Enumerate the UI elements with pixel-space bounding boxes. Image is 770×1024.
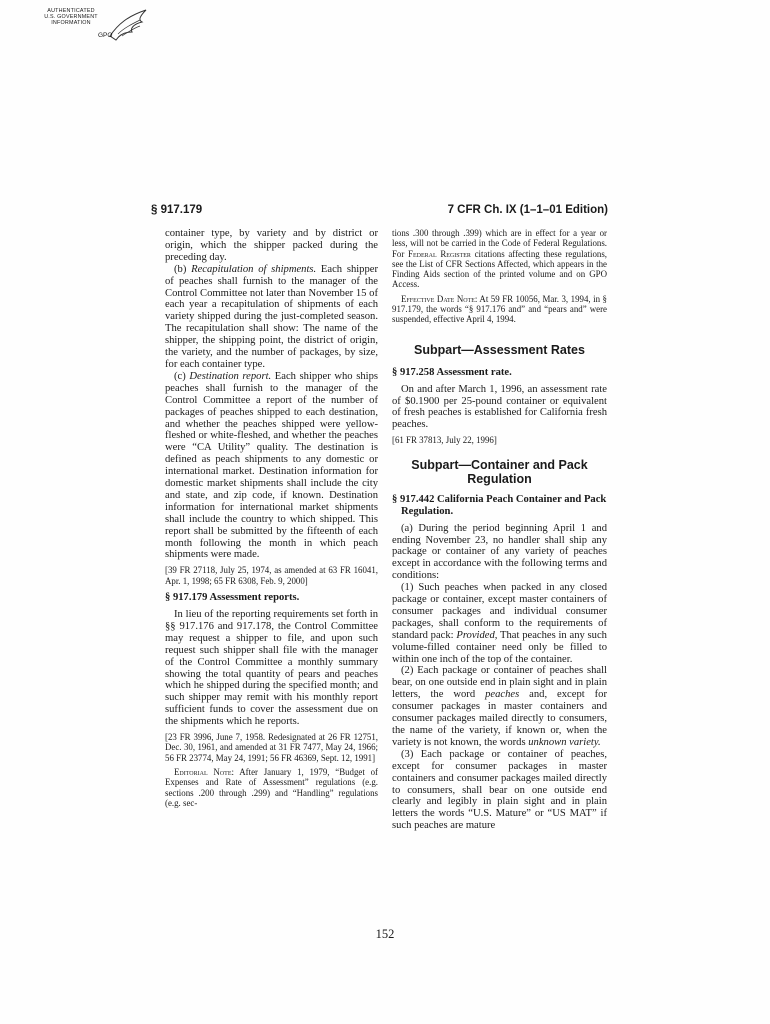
section-heading: § 917.442 California Peach Container and Pack Regulation. — [392, 493, 607, 517]
logo-line-1: AUTHENTICATED — [47, 8, 95, 14]
paragraph: (1) Such peaches when packed in any closed package or container, except master containers of consumer packages and individual consumer packages, shall conform to the requirements of standard pack: Provided, That peaches in any such volume-filled container need only be filled to within one inch of the top of the container. — [392, 582, 607, 665]
right-column — [392, 228, 607, 832]
paragraph: (a) During the period beginning April 1 and ending November 23, no handler shall ship any package or container of any variety of peaches except in accordance with the following terms and conditions: — [392, 522, 607, 582]
page-number: 152 — [375, 927, 395, 941]
logo-line-3: INFORMATION — [51, 20, 91, 26]
logo-line-2: U.S. GOVERNMENT — [44, 14, 98, 20]
citation: [61 FR 37813, July 22, 1996] — [392, 435, 497, 446]
citation: [23 FR 3996, June 7, 1958. Redesignated at 26 FR 12751, Dec. 30, 1961, and amended at 31 FR 7477, May 24, 1966; 56 FR 23774, May 24, 1991; 56 FR 46369, Sept. 12, 1991] — [165, 732, 378, 763]
left-column — [165, 228, 378, 808]
citation: [39 FR 27118, July 25, 1974, as amended at 63 FR 16041, Apr. 1, 1998; 65 FR 6308, Feb. 9, 2000] — [165, 565, 378, 586]
header-cfr-title: 7 CFR Ch. IX (1–1–01 Edition) — [447, 204, 608, 216]
gpo-authentication-logo — [28, 6, 148, 44]
subpart-heading: Subpart—Container and Pack Regulation — [411, 457, 588, 486]
editorial-note-continued: tions .300 through .399) which are in effect for a year or less, will not be carried in the Code of Federal Regulations. For Federal Register citations affecting these regulations, see the List of CFR Sections Affected, which appears in the Finding Aids section of the printed volume and on GPO Access. — [392, 228, 607, 290]
paragraph: (2) Each package or container of peaches shall bear, on one outside end in plain sight and in plain letters, the word peaches and, except for consumer packages in master containers and consumer packages mailed directly to consumers, the name of the variety, if known or, when the variety is not known, the words unknown variety. — [392, 665, 607, 748]
editorial-note: Editorial Note: After January 1, 1979, “Budget of Expenses and Rate of Assessment” regulations (e.g. sections .200 through .299) and “Handling” regulations (e.g. sec- — [165, 766, 378, 808]
effective-date-note: Effective Date Note: At 59 FR 10056, Mar. 3, 1994, in § 917.179, the words “§ 917.176 and” and “pears and” were suspended, effective April 4, 1994. — [392, 293, 607, 325]
paragraph: On and after March 1, 1996, an assessment rate of $0.1900 per 25-pound container or equivalent of fresh peaches is established for California fresh peaches. — [392, 383, 607, 431]
header-section-number: § 917.179 — [151, 204, 203, 216]
subpart-heading: Subpart—Assessment Rates — [414, 342, 585, 357]
gpo-mark: GPO — [98, 32, 113, 39]
paragraph: (3) Each package or container of peaches, except for consumer packages in master containers and consumer packages mailed directly to consumers, shall bear on one outside end clearly and legibly in plain sight and in plain letters the words “U.S. Mature” or “US MAT” if such peaches are mature — [392, 748, 607, 832]
paragraph-b: (b) Recapitulation of shipments. Each shipper of peaches shall furnish to the manager of the Control Committee not later than November 15 of each year a recapitulation of shipments of each variety shipped during the just-completed season. The recapitulation shall show: The name of the shipper, the shipping point, the district of origin, the variety, and the number of packages, by size, for each container type. — [165, 263, 379, 370]
running-header — [151, 204, 608, 220]
paragraph: In lieu of the reporting requirements set forth in §§ 917.176 and 917.178, the Control Committee may request a shipper to file, and upon such request such shipper shall file with the manager of the Control Committee a monthly summary showing the total quantity of pears and peaches which he shipped during the specified month; and such shipper may remit with his monthly report sufficient funds to cover the assessment due on the shipments which he reports. — [165, 608, 378, 728]
eagle-icon — [88, 6, 168, 46]
paragraph: container type, by variety and by district or origin, which the shipper packed during the preceding day. — [165, 228, 378, 263]
section-heading: § 917.179 Assessment reports. — [165, 591, 300, 603]
section-heading: § 917.258 Assessment rate. — [392, 366, 512, 378]
paragraph-c: (c) Destination report. Each shipper who ships peaches shall furnish to the manager of the Control Committee a report of the number of packages of peaches shipped to each destination, and whether the peaches shipped were yellow-fleshed or white-fleshed, and whether the peaches were “CA Utility” quality. The destination is defined as peach shipments to any domestic or international market. Destination information for domestic market shipments shall include the city and state, and zip code, if known. Destination information for international market shipments shall include the country to which shipped. This report shall be submitted by the fifteenth of each month following the month in which peach shipments were made. — [165, 370, 378, 561]
